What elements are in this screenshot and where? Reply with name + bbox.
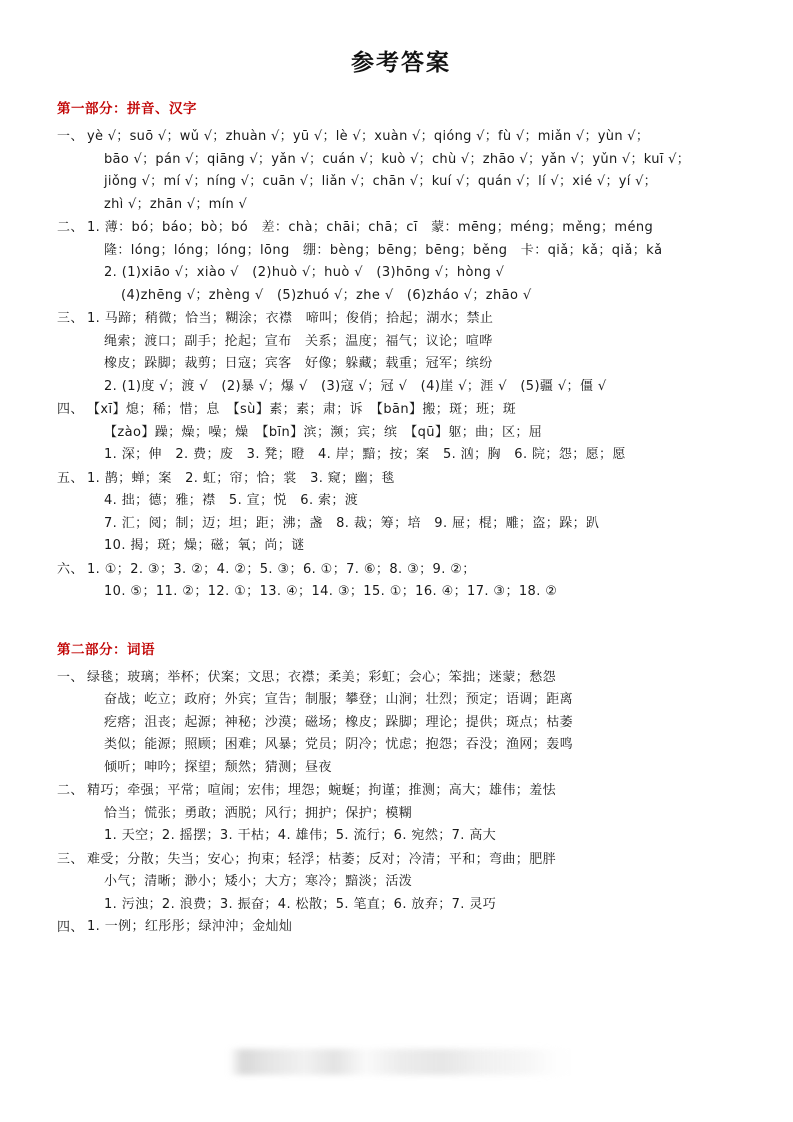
answer-line: 难受；分散；失当；安心；拘束；轻浮；枯萎；反对；冷清；平和；弯曲；肥胖 bbox=[87, 851, 557, 867]
section-spacer bbox=[57, 608, 745, 638]
item-label: 一、 bbox=[57, 129, 84, 144]
answer-line: 恰当；慌张；勇敢；洒脱；风行；拥护；保护；模糊 bbox=[104, 805, 413, 821]
answer-line: 1. 马蹄；稍微；恰当；糊涂；衣襟 啼叫；俊俏；拾起；湖水；禁止 bbox=[87, 311, 494, 326]
answer-item-1-4 bbox=[57, 399, 745, 467]
answer-line: 1. 薄：bó；báo；bò；bó 差：chà；chāi；chā；cī 蒙：mēng；méng；měng；méng bbox=[87, 220, 654, 235]
answer-item-1-1 bbox=[57, 126, 745, 216]
item-lines bbox=[87, 780, 745, 848]
answer-item-2-1 bbox=[57, 667, 745, 780]
item-label: 三、 bbox=[57, 311, 84, 326]
answer-line: 橡皮；跺脚；裁剪；日寇；宾客 好像；躲藏；载重；冠军；缤纷 bbox=[104, 356, 493, 371]
answer-line: 疙瘩；沮丧；起源；神秘；沙漠；磁场；橡皮；跺脚；理论；提供；斑点；枯萎 bbox=[104, 714, 574, 730]
item-lines bbox=[87, 217, 745, 307]
item-lines bbox=[87, 126, 745, 216]
answer-line: 2. (1)度 √；渡 √ (2)暴 √；爆 √ (3)寇 √；冠 √ (4)崖 √；涯 √ (5)疆 √；僵 √ bbox=[104, 378, 607, 394]
answer-line: 奋战；屹立；政府；外宾；宣告；制服；攀登；山涧；壮烈；预定；语调；距离 bbox=[104, 692, 574, 707]
part-section-1 bbox=[57, 97, 745, 604]
answer-line: yè √；suō √；wǔ √；zhuàn √；yū √；lè √；xuàn √；qióng √；fù √；miǎn √；yùn √； bbox=[87, 129, 650, 144]
item-lines bbox=[87, 468, 745, 558]
item-lines bbox=[87, 917, 745, 939]
answer-line: 1. 天空；2. 摇摆；3. 干枯；4. 雄伟；5. 流行；6. 宛然；7. 高大 bbox=[104, 828, 497, 843]
item-lines bbox=[87, 559, 745, 604]
answer-line: 类似；能源；照顾；困难；风暴；党员；阴冷；忧虑；抱怨；吞没；渔网；轰鸣 bbox=[104, 737, 574, 752]
answer-line: 1. 一例；红彤彤；绿沖沖；金灿灿 bbox=[87, 919, 293, 934]
item-label: 六、 bbox=[57, 561, 84, 577]
part-heading-2: 第二部分：词语 bbox=[57, 641, 155, 658]
part-heading-1: 第一部分：拼音、汉字 bbox=[57, 101, 197, 117]
answer-line: bāo √；pán √；qiāng √；yǎn √；cuán √；kuò √；chù √；zhāo √；yǎn √；yǔn √；kuī √； bbox=[104, 151, 690, 167]
answer-item-1-2 bbox=[57, 217, 745, 307]
answer-line: zhì √；zhān √；mín √ bbox=[104, 196, 248, 212]
answer-item-1-6 bbox=[57, 559, 745, 604]
answer-item-1-5 bbox=[57, 468, 745, 558]
answer-line: 绿毯；玻璃；举杯；伏案；文思；衣襟；柔美；彩虹；会心；笨拙；迷蒙；愁怨 bbox=[87, 669, 557, 685]
item-lines bbox=[87, 308, 745, 398]
item-label: 二、 bbox=[57, 783, 84, 798]
answer-line: 4. 拙；德；雅；襟 5. 宣；悦 6. 索；渡 bbox=[104, 493, 359, 508]
item-label: 一、 bbox=[57, 669, 84, 685]
answer-line: jiǒng √；mí √；níng √；cuān √；liǎn √；chān √；kuí √；quán √；lí √；xié √；yí √； bbox=[104, 174, 657, 189]
answer-line: 10. ⑤；11. ②；12. ①；13. ④；14. ③；15. ①；16. ④；17. ③；18. ② bbox=[104, 584, 558, 599]
answer-line: 隆：lóng；lóng；lóng；lōng 绷：bèng；bēng；bēng；běng 卡：qiǎ；kǎ；qiǎ；kǎ bbox=[104, 242, 663, 258]
item-label: 五、 bbox=[57, 470, 84, 486]
item-label: 四、 bbox=[57, 920, 84, 935]
answer-line: 7. 汇；阅；制；迈；坦；距；沸；盏 8. 裁；筹；培 9. 屉；棍；雕；盗；跺；趴 bbox=[104, 515, 600, 531]
item-lines bbox=[87, 399, 745, 467]
answer-line: 【zào】躁；燥；噪；燥 【bīn】滨；濒；宾；缤 【qū】躯；曲；区；屈 bbox=[104, 424, 543, 440]
answer-line: 2. (1)xiāo √；xiào √ (2)huò √；huò √ (3)hōng √；hòng √ bbox=[104, 265, 505, 280]
blurred-watermark bbox=[229, 1049, 571, 1075]
answer-line: 1. 鹊；蝉；案 2. 虹；帘；恰；裳 3. 窥；幽；毯 bbox=[87, 470, 395, 486]
answer-line: 1. 深；伸 2. 费；废 3. 凳；瞪 4. 岸；黯；按；案 5. 汹；胸 6. 院；怨；愿；愿 bbox=[104, 447, 626, 462]
item-lines bbox=[87, 849, 745, 917]
answer-line: 小气；清晰；渺小；矮小；大方；寒冷；黯淡；活泼 bbox=[104, 874, 413, 889]
answer-line: (4)zhēng √；zhèng √ (5)zhuó √；zhe √ (6)zháo √；zhāo √ bbox=[121, 287, 532, 303]
answer-item-2-2 bbox=[57, 780, 745, 848]
answer-line: 精巧；牵强；平常；喧闹；宏伟；埋怨；蜿蜒；拘谨；推测；高大；雄伟；羞怯 bbox=[87, 783, 557, 798]
item-label: 三、 bbox=[57, 851, 84, 867]
answer-line: 1. ①；2. ③；3. ②；4. ②；5. ③；6. ①；7. ⑥；8. ③；9. ②； bbox=[87, 561, 476, 577]
answer-line: 绳索；渡口；副手；抡起；宣布 关系；温度；福气；议论；喧哗 bbox=[104, 333, 493, 349]
answer-line: 倾听；呻吟；探望；颓然；猜测；昼夜 bbox=[104, 759, 332, 775]
answer-item-1-3 bbox=[57, 308, 745, 398]
answer-line: 【xī】熄；稀；惜；息 【sù】素；素；肃；诉 【bān】搬；斑；班；斑 bbox=[87, 402, 517, 417]
item-lines bbox=[87, 667, 745, 780]
part-section-2 bbox=[57, 638, 745, 935]
answer-item-2-3 bbox=[57, 849, 745, 917]
answer-line: 10. 揭；斑；燥；磁；氧；尚；谜 bbox=[104, 538, 305, 553]
item-label: 四、 bbox=[57, 402, 84, 417]
answer-line: 1. 污浊；2. 浪费；3. 振奋；4. 松散；5. 笔直；6. 放弃；7. 灵巧 bbox=[104, 896, 497, 912]
answer-item-2-4-clipped bbox=[57, 917, 745, 935]
page-title: 参考答案 bbox=[351, 50, 451, 76]
item-label: 二、 bbox=[57, 220, 84, 235]
